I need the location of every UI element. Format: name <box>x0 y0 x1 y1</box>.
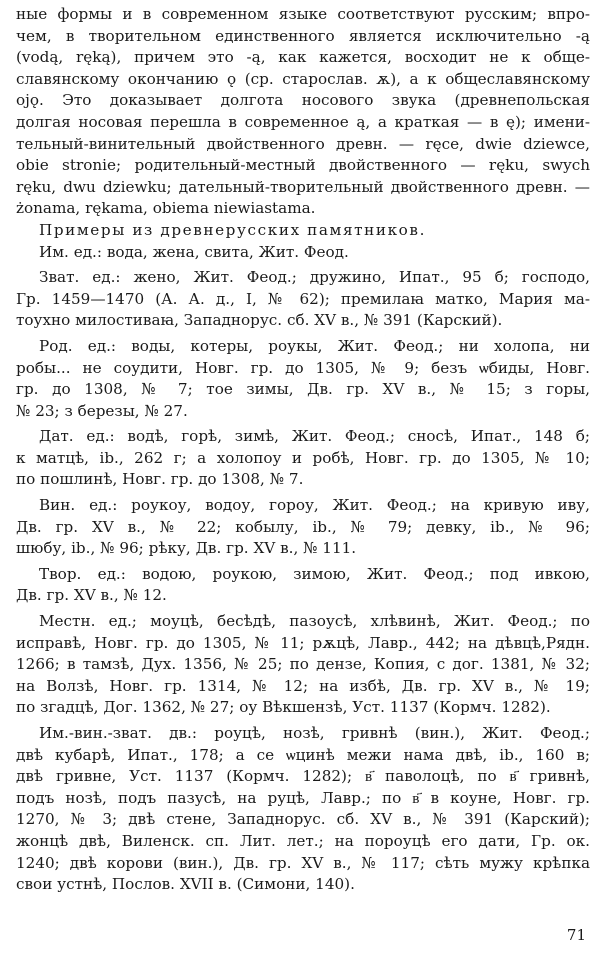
text-line: к матцѣ, ib., 262 г; а холопоу и робѣ, Новг. гр. до 1305, № 10; <box>16 448 590 467</box>
text-line: исправѣ, Новг. гр. до 1305, № 11; рѫцѣ, Лавр., 442; на дѣвцѣ,Рядн. <box>16 633 590 652</box>
text-line: двѣ кубарѣ, Ипат., 178; а се ѡцинѣ межи нама двѣ, ib., 160 в; <box>16 745 590 764</box>
text-line: тоухно милостиваꙗ, Западнорус. сб. XV в., № 391 (Карский). <box>16 311 503 330</box>
text-line: по пошлинѣ, Новг. гр. до 1308, № 7. <box>16 470 304 489</box>
example-paragraph-instr-sg <box>16 564 590 607</box>
text-line: ные формы и в современном языке соответствуют русским; впро- <box>16 5 590 23</box>
text-line: Гр. 1459—1470 (А. А. д., I, № 62); премилаꙗ матко, Мария ма- <box>16 289 590 308</box>
text-line: Вин. ед.: роукоу, водоу, гороу, Жит. Феод.; на кривую иву, <box>39 496 590 515</box>
example-paragraph-nom-sg <box>16 242 590 264</box>
text-line: робы... не соудити, Новг. гр. до 1305, № 9; безъ ѡбиды, Новг. <box>16 358 590 377</box>
text-line: долгая носовая перешла в современное ą, а краткая — в ę); имени- <box>16 112 590 131</box>
text-line: Дат. ед.: водѣ, горѣ, зимѣ, Жит. Феод.; сносѣ, Ипат., 148 б; <box>39 427 590 446</box>
text-line: Местн. ед.; моуцѣ, бесѣдѣ, пазоусѣ, хлѣвинѣ, Жит. Феод.; по <box>39 612 590 631</box>
text-line: Дв. гр. XV в., № 22; кобылу, ib., № 79; девку, ib., № 96; <box>16 517 590 536</box>
text-line: (vodą, ręką), причем это -ą, как кажется, восходит не к обще- <box>16 48 590 67</box>
page-body <box>16 4 590 896</box>
text-line: 1270, № 3; двѣ стене, Западнорус. сб. XV в., № 391 (Карский); <box>16 810 590 829</box>
text-line: Твор. ед.: водою, роукою, зимою, Жит. Феод.; под ивкою, <box>39 564 590 583</box>
examples-heading: Примеры из древнерусских памятников. <box>39 220 426 239</box>
text-line: ręku, dwu dziewku; дательный-творительный двойственного древн. — <box>16 177 590 196</box>
example-paragraph-voc-sg <box>16 267 590 332</box>
text-line: № 23; з березы, № 27. <box>16 401 188 420</box>
text-line: подъ нозѣ, подъ пазусѣ, на руцѣ, Лавр.; по в҃ в коуне, Новг. гр. <box>16 788 590 807</box>
text-line: по згадцѣ, Дог. 1362, № 27; оу Вѣкшензѣ, Уст. 1137 (Кормч. 1282). <box>16 698 551 717</box>
text-line: Род. ед.: воды, котеры, роукы, Жит. Феод.; ни холопа, ни <box>39 336 590 355</box>
page-number: 71 <box>566 926 586 944</box>
text-line: Дв. гр. XV в., № 12. <box>16 586 167 605</box>
text-line: Зват. ед.: жено, Жит. Феод.; дружино, Ипат., 95 б; господо, <box>39 268 590 287</box>
example-paragraph-loc-sg <box>16 611 590 719</box>
text-line: 1240; двѣ корови (вин.), Дв. гр. XV в., № 117; сѣть мужу крѣпка <box>16 853 590 872</box>
example-paragraph-dat-sg <box>16 426 590 491</box>
text-line: żonama, rękama, obiema niewiastama. <box>16 199 316 218</box>
text-line: 1266; в тамзѣ, Дух. 1356, № 25; по дензе, Копия, с дог. 1381, № 32; <box>16 655 590 674</box>
text-line: жонцѣ двѣ, Виленск. сп. Лит. лет.; на пороуцѣ его дати, Гр. ок. <box>16 831 590 850</box>
text-line: двѣ гривне, Уст. 1137 (Кормч. 1282); в҃ паволоцѣ, по в҃ гривнѣ, <box>16 767 590 786</box>
intro-paragraph <box>16 4 590 220</box>
example-paragraph-dual <box>16 723 590 896</box>
text-line: ojǫ. Это доказывает долгота носового звука (древнепольская <box>16 91 590 110</box>
text-line: Им. ед.: вода, жена, свита, Жит. Феод. <box>39 242 349 261</box>
text-line: тельный-винительный двойственного древн. — ręce, dwie dziewce, <box>16 134 590 153</box>
text-line: славянскому окончанию ǫ (ср. старослав. ѫ), а к общеславянскому <box>16 69 590 88</box>
text-line: чем, в творительном единственного является исключительно -ą <box>16 26 590 45</box>
text-line: Им.-вин.-зват. дв.: роуцѣ, нозѣ, гривнѣ (вин.), Жит. Феод.; <box>39 724 590 742</box>
example-paragraph-gen-sg <box>16 336 590 422</box>
text-line: на Волзѣ, Новг. гр. 1314, № 12; на избѣ, Дв. гр. XV в., № 19; <box>16 676 590 695</box>
text-line: шюбу, ib., № 96; рѣку, Дв. гр. XV в., № 111. <box>16 539 357 558</box>
text-line: obie stronie; родительный-местный двойственного — ręku, swych <box>16 156 590 175</box>
example-paragraph-acc-sg <box>16 495 590 560</box>
text-line: гр. до 1308, № 7; тое зимы, Дв. гр. XV в., № 15; з горы, <box>16 380 590 399</box>
text-line: свои устнѣ, Послов. XVII в. (Симони, 140). <box>16 875 355 894</box>
